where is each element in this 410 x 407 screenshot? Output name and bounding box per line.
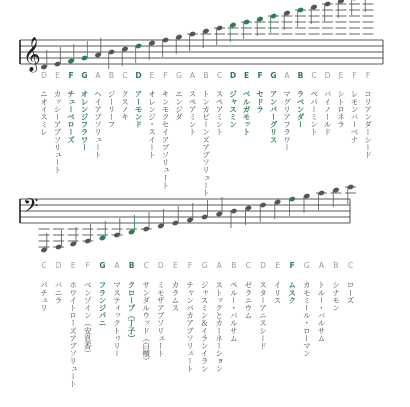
scent-label: オレンジフラワー: [80, 90, 89, 151]
bass-staff: [20, 194, 350, 223]
staff-note: [336, 0, 347, 34]
scent-label: キンモクセイアブソリュート: [161, 90, 170, 189]
note-letter: E: [275, 261, 280, 270]
staff-note: [135, 43, 142, 63]
note-letter: A: [216, 261, 222, 270]
scent-label: ジーリーフ: [107, 90, 116, 128]
note-letter: F: [257, 71, 263, 80]
scent-label: スペアミント: [188, 90, 197, 136]
scent-label: ゼラニウム: [243, 281, 253, 319]
scent-label: オレンジ・スイート: [147, 90, 157, 159]
scent-label: ベンゾイン（安息香）: [83, 281, 93, 357]
staff-note: [289, 196, 296, 216]
staff-note: [54, 47, 61, 67]
staff-note: [141, 212, 152, 232]
staff-note: [322, 1, 333, 34]
scent-label: アンバーグリス: [269, 90, 278, 144]
staff-note: [255, 16, 266, 36]
staff-note: [274, 199, 281, 219]
scent-label: ジャスミン: [228, 90, 238, 128]
staff-note: [148, 40, 155, 60]
scent-label: ペルー・バルサム: [229, 281, 239, 342]
staff-note: [349, 0, 360, 34]
treble-scent-labels: [40, 90, 373, 197]
scent-label: ヘイアブソリュート: [93, 90, 103, 159]
scent-label: イリス: [273, 281, 283, 304]
scent-label: ホワイトローズアブソリュート: [68, 281, 78, 388]
note-letter: C: [216, 71, 223, 80]
staff-note: [345, 184, 356, 204]
note-letter: A: [95, 71, 101, 80]
scent-label: シトロネラ: [336, 90, 346, 128]
scent-label: ストックとカーネーション: [214, 281, 224, 373]
note-letter: C: [122, 71, 128, 80]
staff-note: [363, 0, 374, 34]
staff-note: [309, 4, 320, 34]
note-letter: F: [68, 71, 74, 80]
note-letter: C: [41, 261, 47, 270]
scent-label: カラムス: [170, 281, 180, 312]
note-letter: E: [173, 261, 178, 270]
scent-label: チューベローズ: [66, 90, 76, 144]
note-letter: A: [189, 71, 196, 80]
note-letter: B: [333, 261, 339, 270]
bass-clef-icon: 𝄢: [23, 194, 39, 222]
note-letter: D: [324, 71, 331, 80]
scent-label: クローブ（丁子）: [127, 281, 137, 342]
scent-label: アーモンド: [134, 90, 143, 128]
note-letter: B: [231, 261, 237, 270]
staff-note: [175, 34, 182, 54]
note-letter: F: [365, 71, 371, 80]
staff-note: [172, 206, 179, 226]
note-letter: A: [318, 261, 324, 270]
scent-label: コリアンダーシード: [363, 90, 373, 159]
note-letter: E: [149, 71, 155, 80]
scent-label: ベルガモット: [242, 90, 251, 136]
staff-note: [39, 229, 50, 253]
staff-note: [245, 205, 252, 225]
staff-note: [303, 193, 310, 213]
scent-label: スターアニスシード: [258, 281, 268, 350]
note-letter: G: [99, 261, 106, 270]
staff-note: [97, 221, 108, 241]
note-letter: B: [108, 71, 115, 80]
note-letter: G: [201, 261, 208, 270]
staff-note: [187, 31, 198, 51]
scent-label: ペパーミント: [309, 90, 319, 136]
note-letter: D: [135, 71, 142, 80]
staff-note: [316, 190, 327, 210]
staff-note: [121, 46, 128, 66]
note-letter: G: [303, 261, 310, 270]
note-letter: D: [157, 261, 164, 270]
staff-note: [201, 28, 212, 48]
scent-label: クスノキ: [120, 90, 130, 121]
staff-note: [112, 218, 123, 238]
note-letter: B: [297, 71, 304, 80]
treble-staff-notes: [40, 0, 373, 70]
staff-note: [228, 22, 239, 42]
treble-clef-icon: 𝄞: [23, 37, 41, 72]
staff-note: [81, 41, 88, 61]
staff-note: [68, 227, 79, 247]
staff-note: [216, 197, 223, 217]
note-letter: E: [55, 71, 60, 80]
scent-label: バニラ: [54, 281, 64, 304]
scent-label: カッシーアブソリュート: [53, 90, 62, 174]
note-letter: B: [203, 71, 209, 80]
staff-note: [108, 49, 115, 69]
note-letter: E: [243, 71, 250, 80]
scent-label: ジャスミン＆イランイラン: [200, 281, 210, 373]
note-letter: C: [143, 261, 149, 270]
note-letter: C: [245, 261, 252, 270]
note-letter: F: [85, 261, 90, 270]
scent-label: エンジダ: [174, 90, 184, 121]
note-letter: C: [311, 71, 317, 80]
scent-label: ローズ: [346, 281, 356, 304]
scent-label: セドラ: [255, 90, 265, 113]
note-letter: E: [70, 261, 76, 270]
staff-note: [162, 37, 169, 57]
note-letter: D: [55, 261, 62, 270]
note-letter: C: [347, 261, 354, 270]
staff-note: [82, 224, 93, 244]
staff-note: [214, 25, 225, 45]
note-letter: B: [128, 261, 135, 270]
note-letter: F: [289, 261, 295, 270]
staff-note: [259, 202, 266, 222]
scent-label: パチュリ: [39, 281, 49, 312]
staff-note: [241, 19, 252, 39]
scent-label: ニオイスミレ: [39, 90, 49, 136]
staff-note: [186, 203, 193, 223]
scent-label: カモミール・ローマン: [302, 281, 312, 357]
staff-note: [295, 7, 306, 34]
staff-note: [230, 208, 237, 228]
scent-label: マスティックトゥリー: [112, 281, 122, 357]
staff-note: [282, 10, 293, 34]
staff-note: [157, 209, 164, 229]
note-letter: A: [284, 71, 290, 80]
bass-note-letters: [41, 261, 353, 270]
note-letter: G: [81, 71, 88, 80]
note-letter: A: [114, 261, 120, 270]
bass-scent-labels: [39, 281, 355, 388]
bass-staff-notes: [39, 184, 357, 253]
staff-note: [268, 13, 279, 34]
staff-note: [94, 38, 101, 58]
staff-note: [67, 44, 74, 64]
note-letter: F: [352, 71, 357, 80]
note-letter: D: [260, 261, 266, 270]
staff-note: [331, 187, 342, 207]
scent-label: ムスク: [287, 281, 297, 304]
treble-note-letters: [41, 71, 370, 80]
scent-label: スペアミント: [215, 90, 224, 136]
note-letter: G: [176, 71, 182, 80]
scent-label: レモンバーベナ: [350, 90, 359, 144]
scent-label: トンカビーンズアブソリュート: [201, 90, 211, 197]
scent-label: トルー・バルサム: [316, 281, 326, 342]
scent-label: ラベンダー: [296, 90, 305, 128]
staff-note: [201, 200, 208, 220]
scent-label: マグリアフラワー: [282, 90, 292, 151]
scent-label: チャンパカアブソリュート: [185, 281, 195, 373]
note-letter: D: [41, 71, 47, 80]
staff-note: [126, 215, 137, 235]
scent-label: ミモザアブソリュート: [156, 281, 166, 357]
scent-label: サンダルウッド（白檀）: [141, 281, 151, 365]
note-letter: E: [338, 71, 344, 80]
scent-label: フランジパニ: [97, 281, 107, 327]
note-letter: D: [229, 71, 237, 80]
note-letter: F: [187, 261, 193, 270]
scent-label: シナモン: [331, 281, 341, 312]
treble-staff: [20, 37, 383, 73]
note-letter: F: [163, 71, 168, 80]
note-letter: G: [270, 71, 277, 80]
staff-note: [40, 50, 47, 70]
scent-label: バイノールド: [323, 90, 332, 136]
staff-note: [53, 229, 64, 250]
